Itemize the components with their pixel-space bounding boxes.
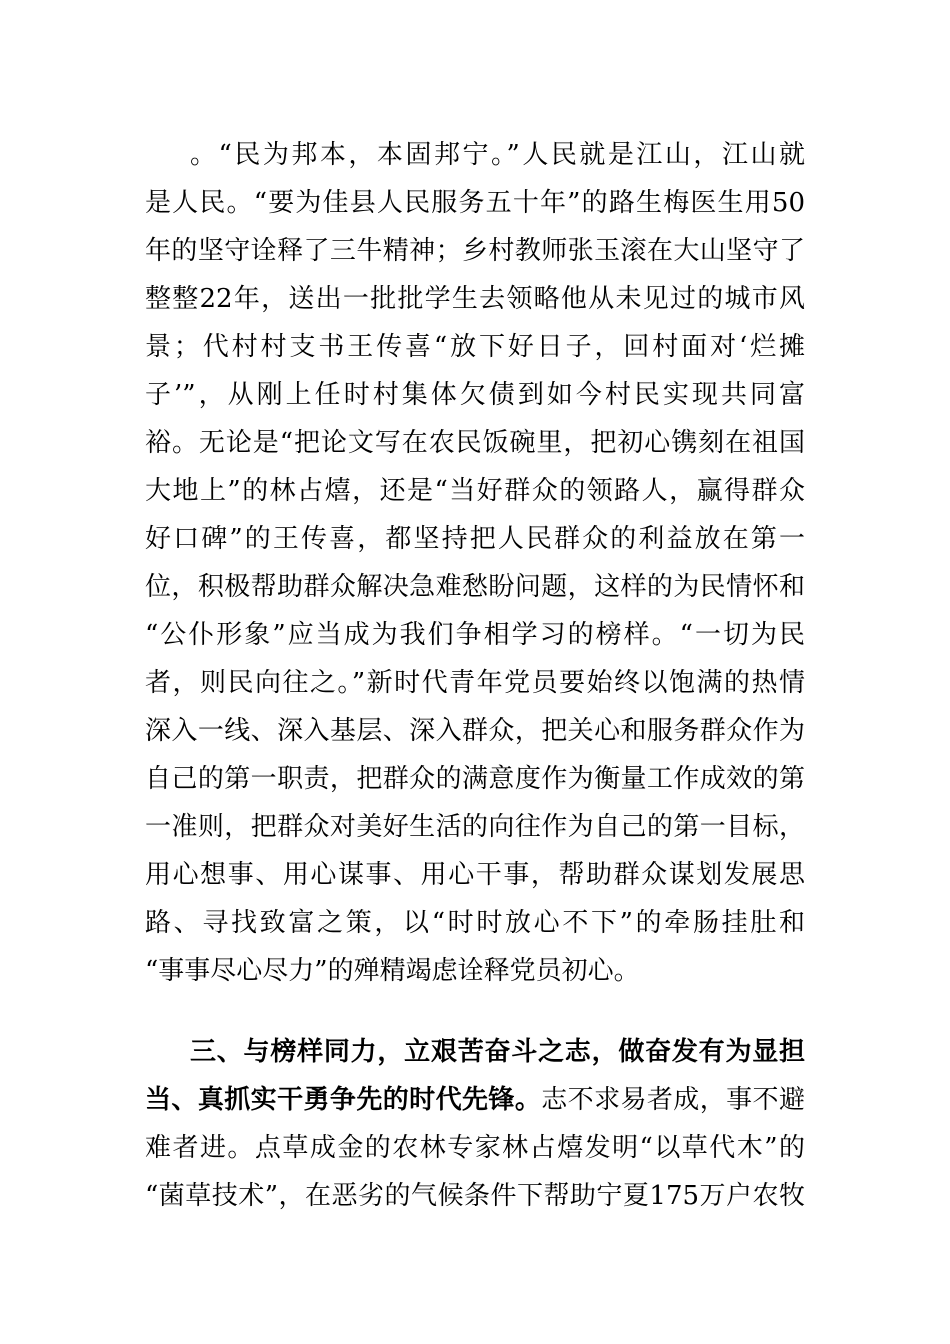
text-line: 位，积极帮助群众解决急难愁盼问题，这样的为民情怀和 (145, 572, 805, 602)
text-line (145, 1083, 805, 1117)
text-line: 是人民。“要为佳县人民服务五十年”的路生梅医生用50 (145, 188, 805, 218)
section-heading: 三、与榜样同力，立艰苦奋斗之志，做奋发有为显担 (190, 1037, 805, 1067)
text-span: 志不求易者成，事不避 (541, 1085, 805, 1115)
text-line: 子’”，从刚上任时村集体欠债到如今村民实现共同富 (145, 380, 805, 410)
text-line: 自己的第一职责，把群众的满意度作为衡量工作成效的第 (145, 764, 805, 794)
text-line: 深入一线、深入基层、深入群众，把关心和服务群众作为 (145, 716, 805, 746)
text-line: “事事尽心尽力”的殚精竭虑诠释党员初心。 (145, 956, 640, 986)
text-line: 用心想事、用心谋事、用心干事，帮助群众谋划发展思 (145, 860, 805, 890)
text-line: 者，则民向往之。”新时代青年党员要始终以饱满的热情 (145, 668, 805, 698)
text-line: 大地上”的林占熺，还是“当好群众的领路人，赢得群众 (145, 476, 805, 506)
text-line: 景；代村村支书王传喜“放下好日子，回村面对‘烂摊 (145, 332, 805, 362)
text-line: “菌草技术”，在恶劣的气候条件下帮助宁夏175万户农牧 (145, 1181, 805, 1211)
text-line: 难者进。点草成金的农林专家林占熺发明“以草代木”的 (145, 1133, 805, 1163)
text-line: 整整22年，送出一批批学生去领略他从未见过的城市风 (145, 284, 805, 314)
text-line: 好口碑”的王传喜，都坚持把人民群众的利益放在第一 (145, 524, 805, 554)
text-line: 一准则，把群众对美好生活的向往作为自己的第一目标， (145, 812, 805, 842)
section-heading-continued: 当、真抓实干勇争先的时代先锋。 (145, 1085, 542, 1115)
text-line: 路、寻找致富之策，以“时时放心不下”的牵肠挂肚和 (145, 908, 805, 938)
text-line: 裕。无论是“把论文写在农民饭碗里，把初心镌刻在祖国 (145, 428, 805, 458)
text-line: 年的坚守诠释了三牛精神；乡村教师张玉滚在大山坚守了 (145, 236, 805, 266)
text-line: “公仆形象”应当成为我们争相学习的榜样。“一切为民 (145, 620, 805, 650)
text-line: 。“民为邦本，本固邦宁。”人民就是江山，江山就 (190, 140, 805, 170)
